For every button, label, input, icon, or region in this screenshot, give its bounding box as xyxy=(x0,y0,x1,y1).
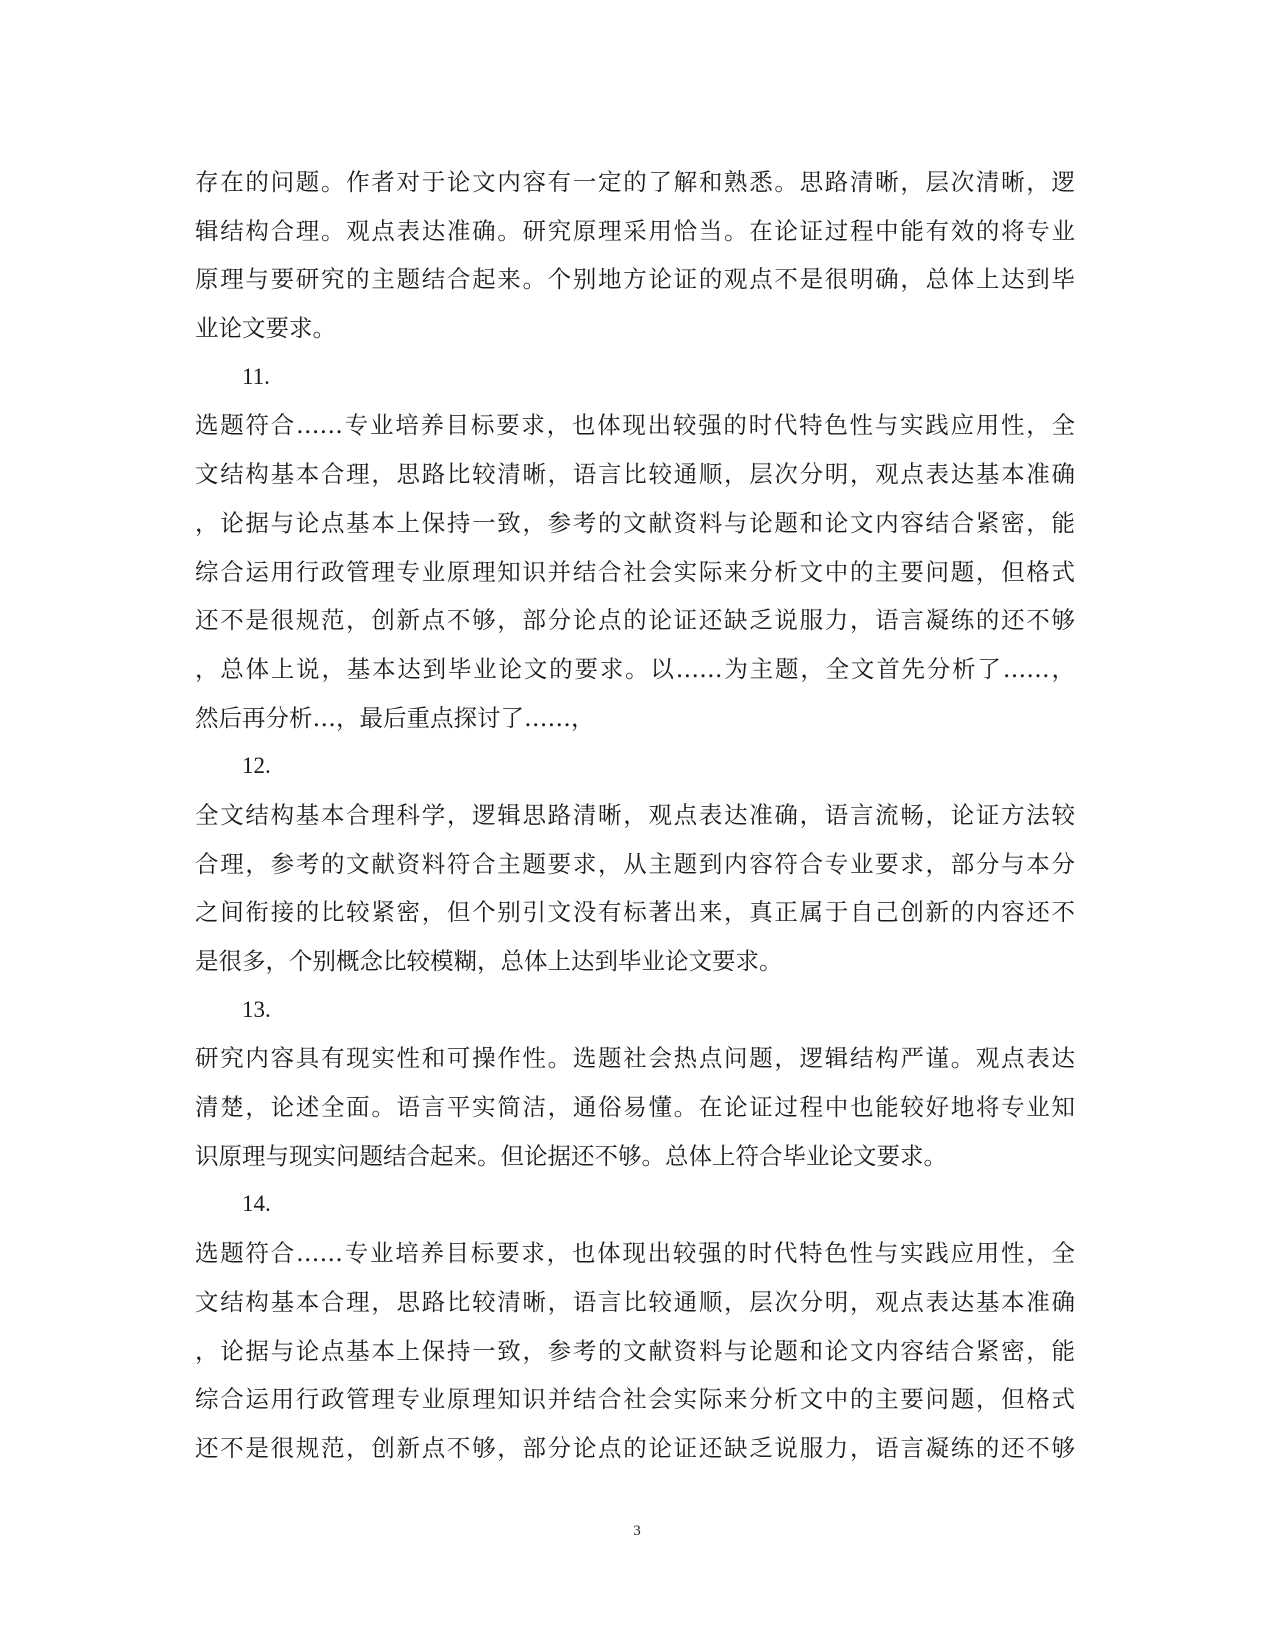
item-number: 11. xyxy=(242,363,270,389)
text-line: 选题符合……专业培养目标要求，也体现出较强的时代特色性与实践应用性，全 xyxy=(195,411,1075,440)
item-number: 14. xyxy=(242,1191,271,1217)
text-line: 之间衔接的比较紧密，但个别引文没有标著出来，真正属于自己创新的内容还不 xyxy=(195,898,1075,927)
item-number: 12. xyxy=(242,753,271,779)
text-line: 合理，参考的文献资料符合主题要求，从主题到内容符合专业要求，部分与本分 xyxy=(195,849,1075,878)
text-line: 综合运用行政管理专业原理知识并结合社会实际来分析文中的主要问题，但格式 xyxy=(195,557,1075,586)
text-line: ，论据与论点基本上保持一致，参考的文献资料与论题和论文内容结合紧密，能 xyxy=(195,1336,1075,1365)
text-line: 存在的问题。作者对于论文内容有一定的了解和熟悉。思路清晰，层次清晰，逻 xyxy=(195,168,1075,196)
text-line: 文结构基本合理，思路比较清晰，语言比较通顺，层次分明，观点表达基本准确 xyxy=(195,1287,1075,1316)
text-line: 还不是很规范，创新点不够，部分论点的论证还缺乏说服力，语言凝练的还不够 xyxy=(195,606,1075,635)
text-line: 业论文要求。 xyxy=(195,314,336,343)
text-line: ，总体上说，基本达到毕业论文的要求。以……为主题，全文首先分析了……， xyxy=(195,654,1075,683)
document-body xyxy=(195,158,1075,1473)
text-line: 综合运用行政管理专业原理知识并结合社会实际来分析文中的主要问题，但格式 xyxy=(195,1385,1075,1414)
text-line: 清楚，论述全面。语言平实简洁，通俗易懂。在论证过程中也能较好地将专业知 xyxy=(195,1093,1075,1122)
text-line: 辑结构合理。观点表达准确。研究原理采用恰当。在论证过程中能有效的将专业 xyxy=(195,216,1075,245)
text-line: 还不是很规范，创新点不够，部分论点的论证还缺乏说服力，语言凝练的还不够 xyxy=(195,1433,1075,1462)
text-line: 原理与要研究的主题结合起来。个别地方论证的观点不是很明确，总体上达到毕 xyxy=(195,265,1075,294)
text-line: 文结构基本合理，思路比较清晰，语言比较通顺，层次分明，观点表达基本准确 xyxy=(195,460,1075,489)
page-number: 3 xyxy=(633,1523,641,1539)
text-line: 选题符合……专业培养目标要求，也体现出较强的时代特色性与实践应用性，全 xyxy=(195,1239,1075,1268)
text-line: ，论据与论点基本上保持一致，参考的文献资料与论题和论文内容结合紧密，能 xyxy=(195,508,1075,537)
item-number: 13. xyxy=(242,996,271,1022)
text-line: 研究内容具有现实性和可操作性。选题社会热点问题，逻辑结构严谨。观点表达 xyxy=(195,1044,1075,1073)
text-line: 是很多，个别概念比较模糊，总体上达到毕业论文要求。 xyxy=(195,947,783,975)
text-line: 然后再分析…，最后重点探讨了……， xyxy=(195,703,595,732)
text-line: 全文结构基本合理科学，逻辑思路清晰，观点表达准确，语言流畅，论证方法较 xyxy=(195,800,1075,829)
text-line: 识原理与现实问题结合起来。但论据还不够。总体上符合毕业论文要求。 xyxy=(195,1141,947,1170)
